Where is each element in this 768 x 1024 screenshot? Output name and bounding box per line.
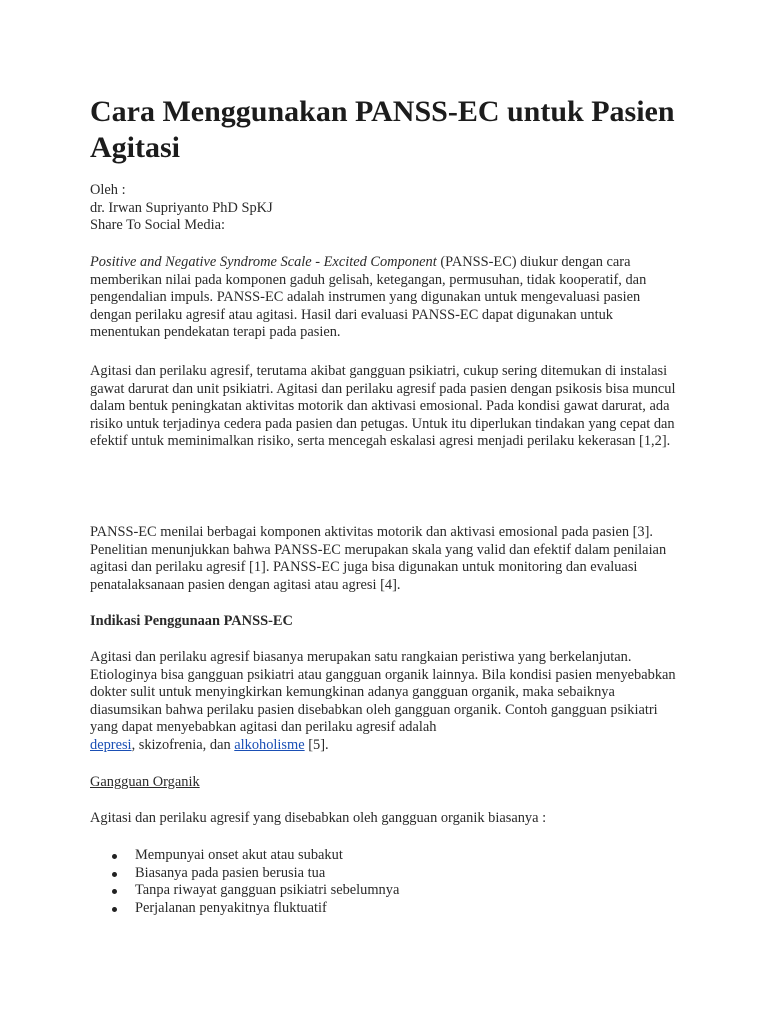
list-item bbox=[90, 865, 650, 883]
article-meta bbox=[90, 182, 680, 235]
bullet-icon bbox=[112, 854, 117, 859]
paragraph-indikasi-end: [5]. bbox=[304, 736, 329, 753]
link-depresi[interactable]: depresi bbox=[90, 736, 132, 753]
heading-indikasi: Indikasi Penggunaan PANSS-EC bbox=[90, 613, 293, 629]
list-item bbox=[90, 847, 650, 865]
list-item-text: Tanpa riwayat gangguan psikiatri sebelumnya bbox=[135, 882, 400, 899]
bullet-list bbox=[90, 847, 650, 917]
paragraph-organik: Agitasi dan perilaku agresif yang disebabkan oleh gangguan organik biasanya : bbox=[90, 810, 547, 826]
bullet-icon bbox=[112, 889, 117, 894]
paragraph-panss-ec: PANSS-EC menilai berbagai komponen aktivitas motorik dan aktivasi emosional pada pasien [3]. Penelitian menunjukkan bahwa PANSS-EC merupakan skala yang valid dan efektif dalam penilaian agitasi dan perilaku agresif [1]. PANSS-EC juga bisa digunakan untuk monitoring dan evaluasi penatalaksanaan pasien dengan agitasi atau agresi [4]. bbox=[90, 524, 667, 593]
link-alkoholisme[interactable]: alkoholisme bbox=[234, 736, 305, 753]
panss-ec-term: Positive and Negative Syndrome Scale - Excited Component bbox=[90, 254, 437, 270]
paragraph-indikasi bbox=[90, 649, 680, 755]
list-item bbox=[90, 882, 650, 900]
paragraph-agitasi: Agitasi dan perilaku agresif, terutama akibat gangguan psikiatri, cukup sering ditemukan di instalasi gawat darurat dan unit psikiatri. Agitasi dan perilaku agresif pada pasien dengan psikosis bisa muncul dalam bentuk peningkatan aktivitas motorik dan aktivasi emosional. Pada kondisi gawat darurat, ada risiko untuk terjadinya cedera pada pasien dan petugas. Untuk itu diperlukan tindakan yang cepat dan efektif untuk meminimalkan risiko, serta mencegah eskalasi agresi menjadi perilaku kekerasan [1,2]. bbox=[90, 363, 676, 450]
by-label: Oleh : bbox=[90, 182, 126, 198]
author-name: dr. Irwan Supriyanto PhD SpKJ bbox=[90, 199, 273, 216]
bullet-icon bbox=[112, 872, 117, 877]
paragraph-indikasi-mid: , skizofrenia, dan bbox=[131, 736, 235, 753]
bullet-icon bbox=[112, 907, 117, 912]
share-label: Share To Social Media: bbox=[90, 217, 226, 234]
paragraph-intro-rest: (PANSS-EC) diukur dengan cara memberikan nilai pada komponen gaduh gelisah, ketegangan, permusuhan, tidak kooperatif, dan pengendalian impuls. PANSS-EC adalah instrumen yang digunakan untuk mengevaluasi pasien dengan perilaku agresif atau agitasi. Hasil dari evaluasi PANSS-EC dapat digunakan untuk menentukan pendekatan terapi pada pasien. bbox=[90, 254, 647, 341]
paragraph-indikasi-text: Agitasi dan perilaku agresif biasanya merupakan satu rangkaian peristiwa yang berkelanjutan. Etiologinya bisa gangguan psikiatri atau gangguan organik lainnya. Bila kondisi pasien menyebabkan dokter sulit untuk menyingkirkan kemungkinan adanya gangguan organik, maka sebaiknya diasumsikan bahwa perilaku pasien disebabkan oleh gangguan organik. Contoh gangguan psikiatri yang dapat menyebabkan agitasi dan perilaku agresif adalah bbox=[90, 649, 676, 736]
list-item-text: Perjalanan penyakitnya fluktuatif bbox=[135, 899, 327, 916]
article-title: Cara Menggunakan PANSS-EC untuk Pasien Agitasi bbox=[90, 95, 675, 164]
list-item-text: Biasanya pada pasien berusia tua bbox=[135, 864, 326, 881]
paragraph-intro bbox=[90, 254, 680, 342]
heading-gangguan-organik: Gangguan Organik bbox=[90, 774, 200, 790]
list-item-text: Mempunyai onset akut atau subakut bbox=[135, 847, 343, 863]
list-item bbox=[90, 900, 650, 918]
